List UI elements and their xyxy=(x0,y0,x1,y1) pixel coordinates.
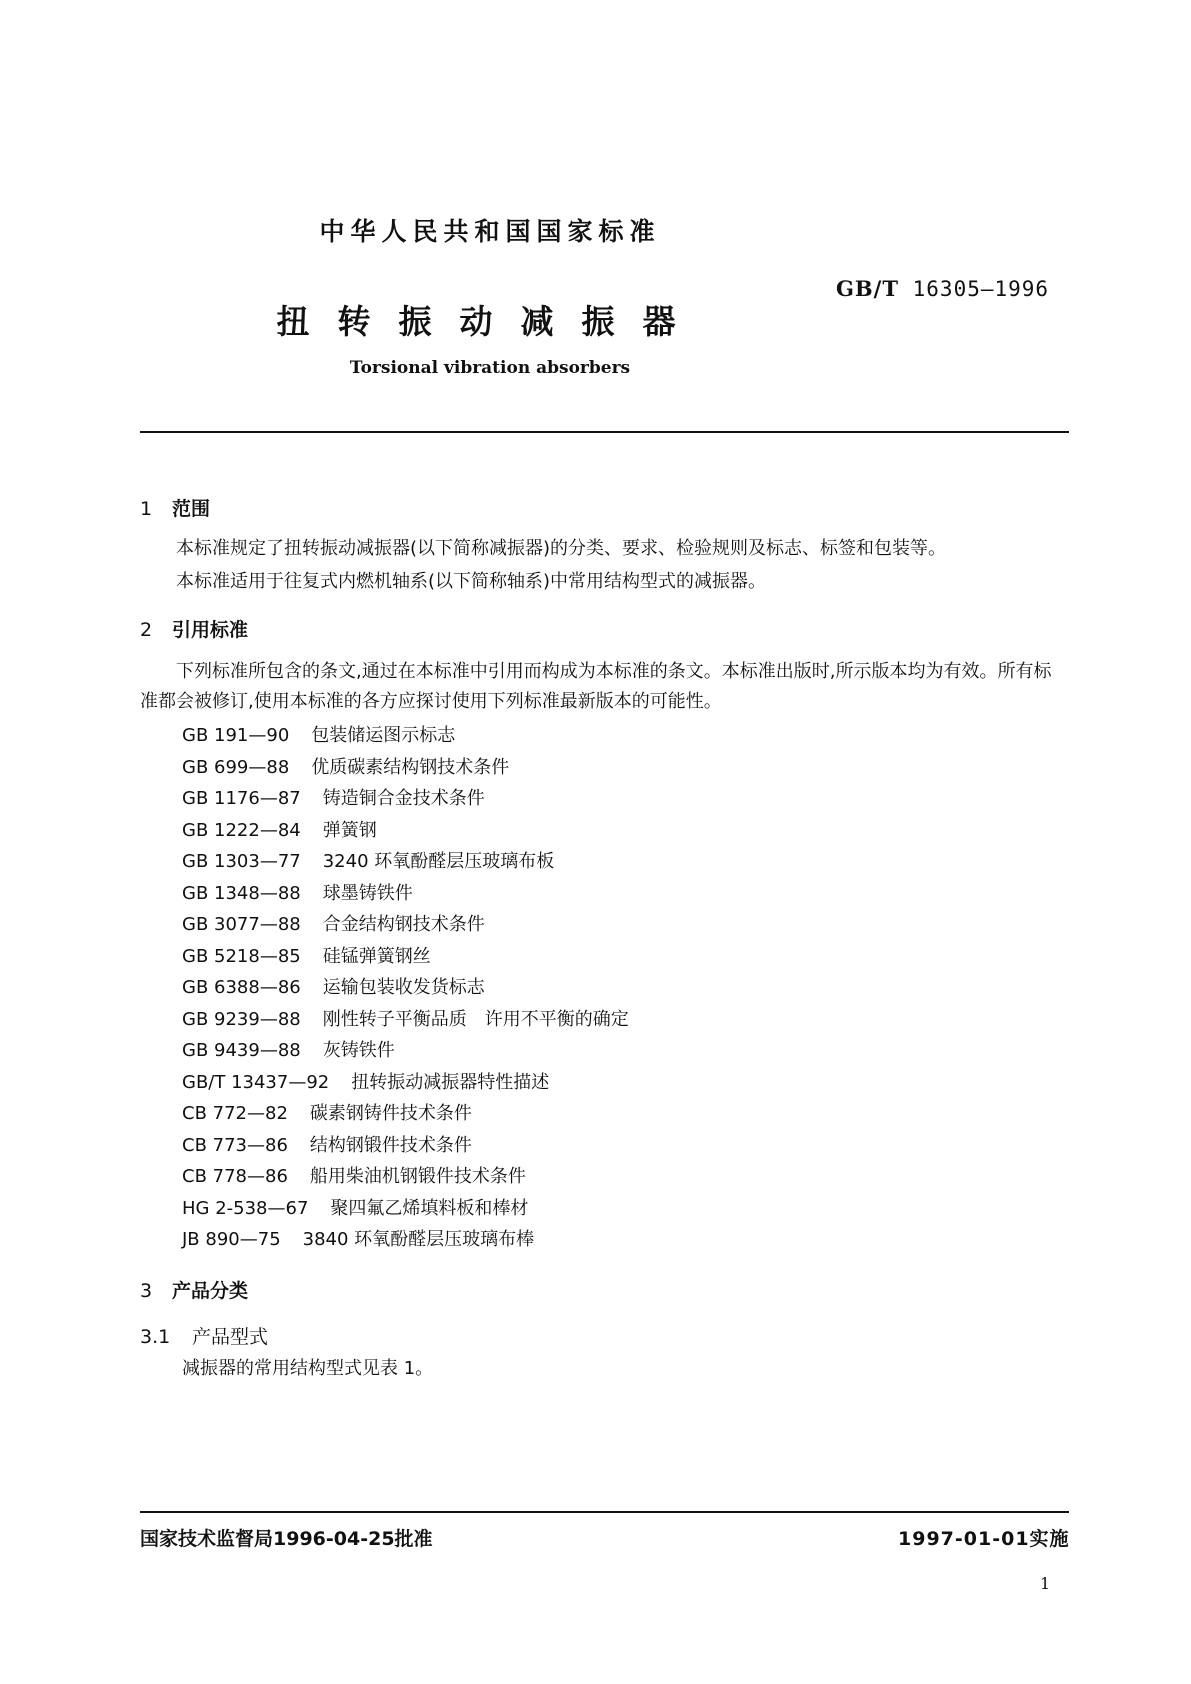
reference-title: 3840 环氧酚醛层压玻璃布棒 xyxy=(302,1229,535,1250)
reference-code: GB 191—90 xyxy=(182,725,290,746)
standard-prefix: GB/T xyxy=(836,276,899,301)
reference-code: GB 1222—84 xyxy=(182,819,301,841)
section-2-heading xyxy=(140,615,248,642)
section-1-heading xyxy=(140,494,210,521)
reference-item xyxy=(182,1193,629,1225)
page-number: 1 xyxy=(1040,1574,1051,1593)
section-number: 2 xyxy=(140,619,153,641)
reference-code: GB 9439—88 xyxy=(182,1040,301,1061)
reference-code: HG 2-538—67 xyxy=(182,1197,309,1219)
reference-code: GB 6388—86 xyxy=(182,977,301,998)
section-3-heading xyxy=(140,1276,248,1303)
document-title-cn: 扭转振动减振器 xyxy=(276,302,704,341)
reference-item xyxy=(182,815,629,847)
scope-paragraph-1: 本标准规定了扭转振动减振器(以下简称减振器)的分类、要求、检验规则及标志、标签和包装等。 xyxy=(176,538,947,559)
reference-item xyxy=(182,1004,629,1036)
reference-item xyxy=(182,972,629,1004)
reference-code: CB 772—82 xyxy=(182,1103,288,1124)
reference-title: 结构钢锻件技术条件 xyxy=(309,1134,472,1156)
reference-code: CB 778—86 xyxy=(182,1166,288,1187)
reference-title: 铸造铜合金技术条件 xyxy=(322,788,485,809)
reference-title: 硅锰弹簧钢丝 xyxy=(322,945,431,967)
section-number: 3 xyxy=(140,1280,153,1302)
section-number: 1 xyxy=(140,498,153,520)
reference-title: 优质碳素结构钢技术条件 xyxy=(311,756,510,778)
approval-note: 国家技术监督局1996-04-25批准 xyxy=(140,1528,433,1550)
reference-title: 合金结构钢技术条件 xyxy=(322,914,485,935)
references-intro: 下列标准所包含的条文,通过在本标准中引用而构成为本标准的条文。本标准出版时,所示版本均为有效。所有标准都会被修订,使用本标准的各方应探讨使用下列标准最新版本的可能性。 xyxy=(140,661,1052,712)
reference-item xyxy=(182,846,629,878)
reference-item xyxy=(182,941,629,973)
reference-item xyxy=(182,720,629,752)
implementation-date: 1997-01-01实施 xyxy=(898,1528,1070,1550)
subsection-title: 产品型式 xyxy=(192,1326,269,1348)
reference-item xyxy=(182,752,629,784)
reference-item xyxy=(182,909,629,941)
section-title: 范围 xyxy=(172,498,211,520)
reference-title: 聚四氟乙烯填料板和棒材 xyxy=(330,1197,529,1219)
reference-code: GB 1303—77 xyxy=(182,851,301,872)
reference-item xyxy=(182,1130,629,1162)
reference-code: GB/T 13437—92 xyxy=(182,1071,330,1093)
reference-title: 碳素钢铸件技术条件 xyxy=(309,1103,472,1124)
reference-title: 弹簧钢 xyxy=(322,819,377,841)
reference-code: GB 5218—85 xyxy=(182,945,301,967)
reference-item xyxy=(182,1098,629,1130)
reference-title: 3240 环氧酚醛层压玻璃布板 xyxy=(322,851,555,872)
reference-title: 灰铸铁件 xyxy=(322,1040,395,1061)
reference-code: GB 9239—88 xyxy=(182,1008,301,1030)
reference-title: 包装储运图示标志 xyxy=(311,725,456,746)
reference-item xyxy=(182,1161,629,1193)
reference-code: GB 3077—88 xyxy=(182,914,301,935)
reference-code: GB 1176—87 xyxy=(182,788,301,809)
reference-item xyxy=(182,1224,629,1256)
subsection-3-1-text: 减振器的常用结构型式见表 1。 xyxy=(182,1358,434,1379)
reference-title: 船用柴油机钢锻件技术条件 xyxy=(309,1166,526,1187)
subsection-number: 3.1 xyxy=(140,1326,171,1348)
reference-code: JB 890—75 xyxy=(182,1229,281,1250)
reference-title: 运输包装收发货标志 xyxy=(322,977,485,998)
reference-title: 扭转振动减振器特性描述 xyxy=(351,1071,550,1093)
document-title-en: Torsional vibration absorbers xyxy=(349,358,631,378)
reference-item xyxy=(182,1035,629,1067)
reference-item xyxy=(182,1067,629,1099)
national-standard-heading: 中华人民共和国国家标准 xyxy=(319,217,661,246)
reference-item xyxy=(182,878,629,910)
standard-code: 16305—1996 xyxy=(912,277,1050,301)
reference-item xyxy=(182,783,629,815)
reference-code: GB 699—88 xyxy=(182,756,290,778)
reference-code: GB 1348—88 xyxy=(182,882,301,904)
subsection-3-1-heading xyxy=(140,1322,268,1349)
reference-title: 球墨铸铁件 xyxy=(322,882,413,904)
reference-title: 刚性转子平衡品质 许用不平衡的确定 xyxy=(322,1008,629,1030)
header-divider xyxy=(140,431,1069,433)
scope-paragraph-2: 本标准适用于往复式内燃机轴系(以下简称轴系)中常用结构型式的减振器。 xyxy=(176,571,767,592)
reference-code: CB 773—86 xyxy=(182,1134,288,1156)
section-title: 产品分类 xyxy=(172,1280,249,1302)
footer-divider xyxy=(140,1511,1069,1513)
section-title: 引用标准 xyxy=(172,619,249,641)
reference-list xyxy=(182,720,629,1256)
